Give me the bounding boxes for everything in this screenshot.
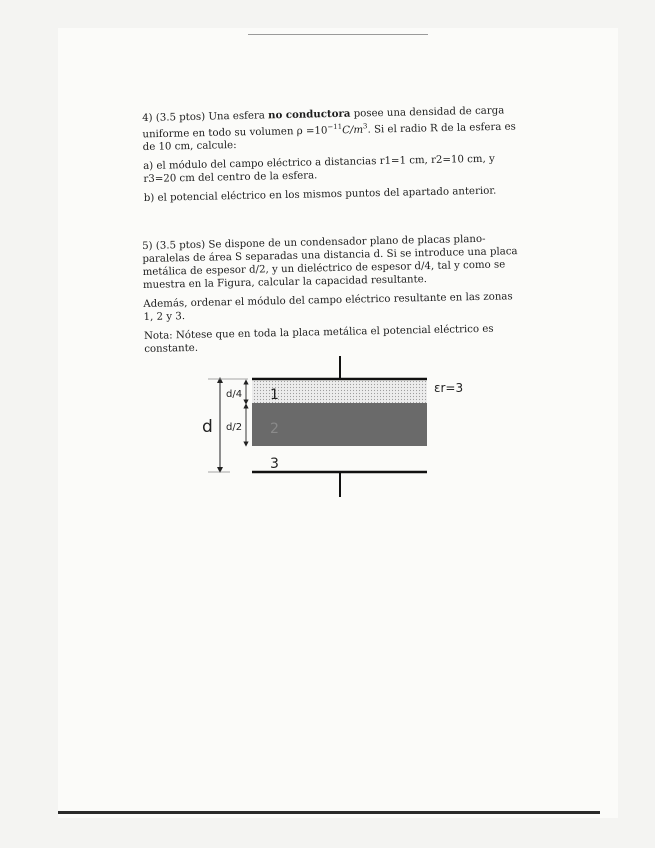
- zone-3-label: 3: [270, 456, 279, 472]
- q4-part-b: b) el potencial eléctrico en los mismos puntos del apartado anterior.: [143, 185, 497, 205]
- zone-2-label: 2: [270, 421, 279, 437]
- question-4: [142, 104, 522, 211]
- q4-unit: C/m: [342, 124, 364, 137]
- q4-unit-exponent: 3: [362, 122, 368, 131]
- q4-intro-start: 4) (3.5 ptos) Una esfera: [142, 110, 269, 124]
- d-label: d: [202, 417, 213, 437]
- d4-label: d/4: [226, 389, 243, 400]
- top-rule: [248, 34, 428, 35]
- q5-note: Nota: Nótese que en toda la placa metálica el potencial eléctrico es constante.: [143, 323, 494, 355]
- q4-intro-middle: posee una densidad de carga uniforme en todo su volumen ρ =10: [142, 105, 505, 141]
- q4-intro-bold: no conductora: [267, 107, 351, 122]
- q4-exponent: −11: [327, 122, 343, 132]
- q4-intro-end: . Si el radio R de la esfera es de 10 cm, calcule:: [142, 121, 516, 154]
- q5-paragraph-2: Además, ordenar el módulo del campo eléctrico resultante en las zonas 1, 2 y 3.: [143, 291, 513, 323]
- d2-label: d/2: [226, 422, 243, 433]
- zone-1-label: 1: [270, 387, 279, 403]
- capacitor-figure: [190, 350, 490, 510]
- q5-paragraph-1: 5) (3.5 ptos) Se dispone de un condensador plano de placas plano-paralelas de área S separadas una distancia d. Si se introduce una placa metálica de espesor d/2, y un dieléctrico de espesor d/4, tal y como se muestra en la Figura, calcular la capacidad resultante.: [142, 233, 518, 291]
- epsilon-label: εr=3: [434, 381, 464, 395]
- question-5: [142, 232, 522, 362]
- q4-intro: [142, 104, 521, 154]
- q4-part-a: a) el módulo del campo eléctrico a distancias r1=1 cm, r2=10 cm, y r3=20 cm del centro de la esfera.: [143, 154, 495, 186]
- bottom-rule: [58, 811, 600, 814]
